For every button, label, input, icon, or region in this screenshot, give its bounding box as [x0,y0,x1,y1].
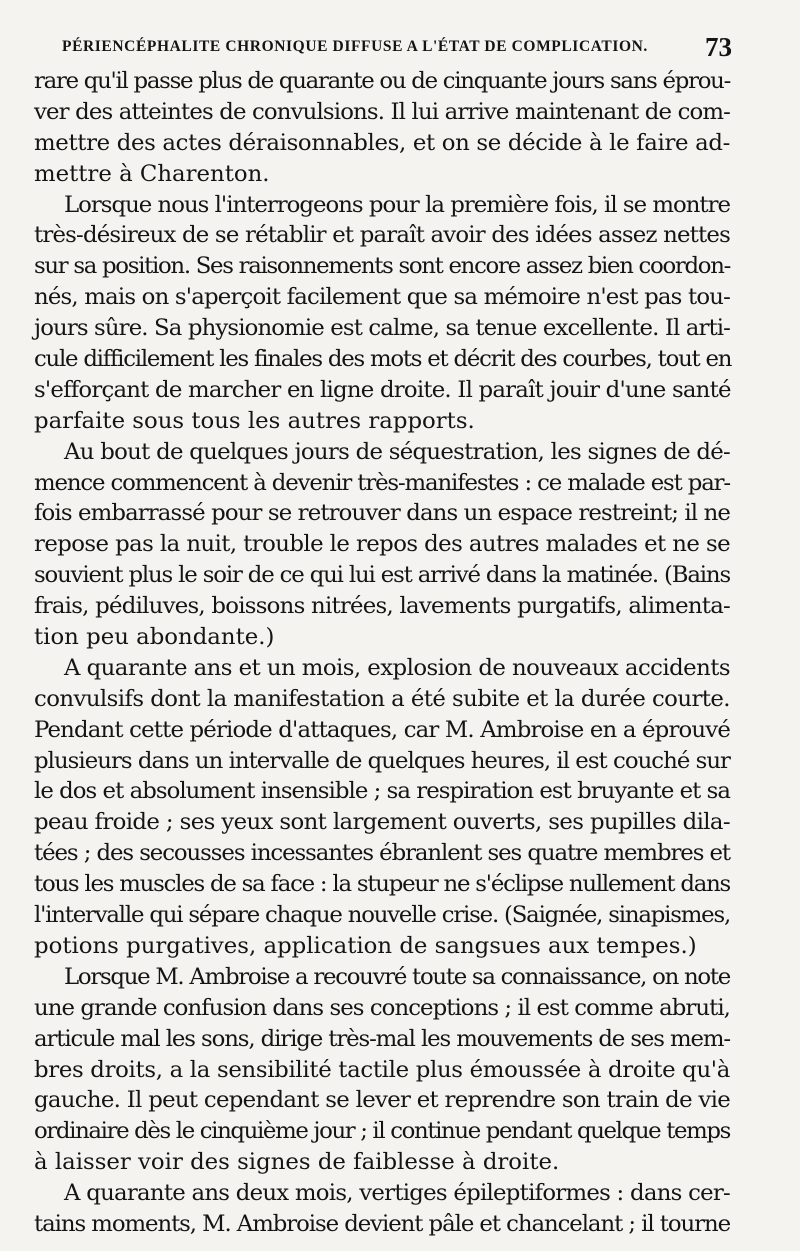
text-line: potions purgatives, application de sangsues aux tempes.) [34,932,697,959]
text-line: Au bout de quelques jours de séquestration, les signes de dé- [64,438,731,465]
text-line: le dos et absolument insensible ; sa respiration est bruyante et sa [34,778,731,805]
text-line: fois embarrassé pour se retrouver dans un espace restreint; il ne [34,500,730,527]
text-line: A quarante ans et un mois, explosion de nouveaux accidents [64,654,730,681]
text-line: Pendant cette période d'attaques, car M. Ambroise en a éprouvé [34,716,730,743]
text-line: tion peu abondante.) [34,624,275,651]
text-line: tains moments, M. Ambroise devient pâle et chancelant ; il tourne [34,1210,731,1237]
page-number: 73 [705,32,732,62]
running-title: PÉRIENCÉPHALITE CHRONIQUE DIFFUSE A L'ÉTAT DE COMPLICATION. [62,38,648,55]
text-line: gauche. Il peut cependant se lever et reprendre son train de vie [34,1087,730,1114]
text-line: s'efforçant de marcher en ligne droite. Il paraît jouir d'une santé [34,376,731,403]
text-line: mettre à Charenton. [34,160,270,187]
text-line: plusieurs dans un intervalle de quelques heures, il est couché sur [34,747,730,774]
text-line: tous les muscles de sa face : la stupeur ne s'éclipse nullement dans [34,871,731,898]
text-line: rare qu'il passe plus de quarante ou de cinquante jours sans éprou- [34,68,731,94]
text-line: une grande confusion dans ses conceptions ; il est comme abruti, [34,994,730,1021]
body-text [34,66,730,1240]
running-head [62,34,732,62]
text-line: convulsifs dont la manifestation a été subite et la durée courte. [34,685,730,712]
text-line: bres droits, a la sensibilité tactile plus émoussée à droite qu'à [34,1056,731,1083]
text-line: nés, mais on s'aperçoit facilement que sa mémoire n'est pas tou- [34,284,730,311]
text-line: jours sûre. Sa physionomie est calme, sa tenue excellente. Il arti- [34,315,730,342]
text-line: articule mal les sons, dirige très-mal les mouvements de ses mem- [34,1025,730,1052]
text-line: Lorsque M. Ambroise a recouvré toute sa connaissance, on note [64,963,730,990]
text-line: à laisser voir des signes de faiblesse à droite. [34,1149,560,1176]
text-line: peau froide ; ses yeux sont largement ouverts, ses pupilles dila- [34,809,730,836]
text-line: ver des atteintes de convulsions. Il lui arrive maintenant de com- [34,98,730,125]
text-line: cule difficilement les finales des mots et décrit des courbes, tout en [34,346,732,373]
text-line: l'intervalle qui sépare chaque nouvelle crise. (Saignée, sinapismes, [34,902,731,929]
text-line: ordinaire dès le cinquième jour ; il continue pendant quelque temps [34,1118,730,1145]
text-line: très-désireux de se rétablir et paraît avoir des idées assez nettes [34,222,730,249]
text-line: mence commencent à devenir très-manifestes : ce malade est par- [34,469,730,496]
text-line: Lorsque nous l'interrogeons pour la première fois, il se montre [64,191,730,218]
text-line: sur sa position. Ses raisonnements sont encore assez bien coordon- [34,253,731,280]
text-line: mettre des actes déraisonnables, et on se décide à le faire ad- [34,129,730,156]
text-line: souvient plus le soir de ce qui lui est arrivé dans la matinée. (Bains [34,562,730,589]
text-line: repose pas la nuit, trouble le repos des autres malades et ne se [34,531,730,558]
text-line: tées ; des secousses incessantes ébranlent ses quatre membres et [34,840,730,867]
text-line: frais, pédiluves, boissons nitrées, lavements purgatifs, alimenta- [34,593,730,620]
text-line: parfaite sous tous les autres rapports. [34,407,475,434]
text-line: A quarante ans deux mois, vertiges épileptiformes : dans cer- [64,1180,730,1207]
